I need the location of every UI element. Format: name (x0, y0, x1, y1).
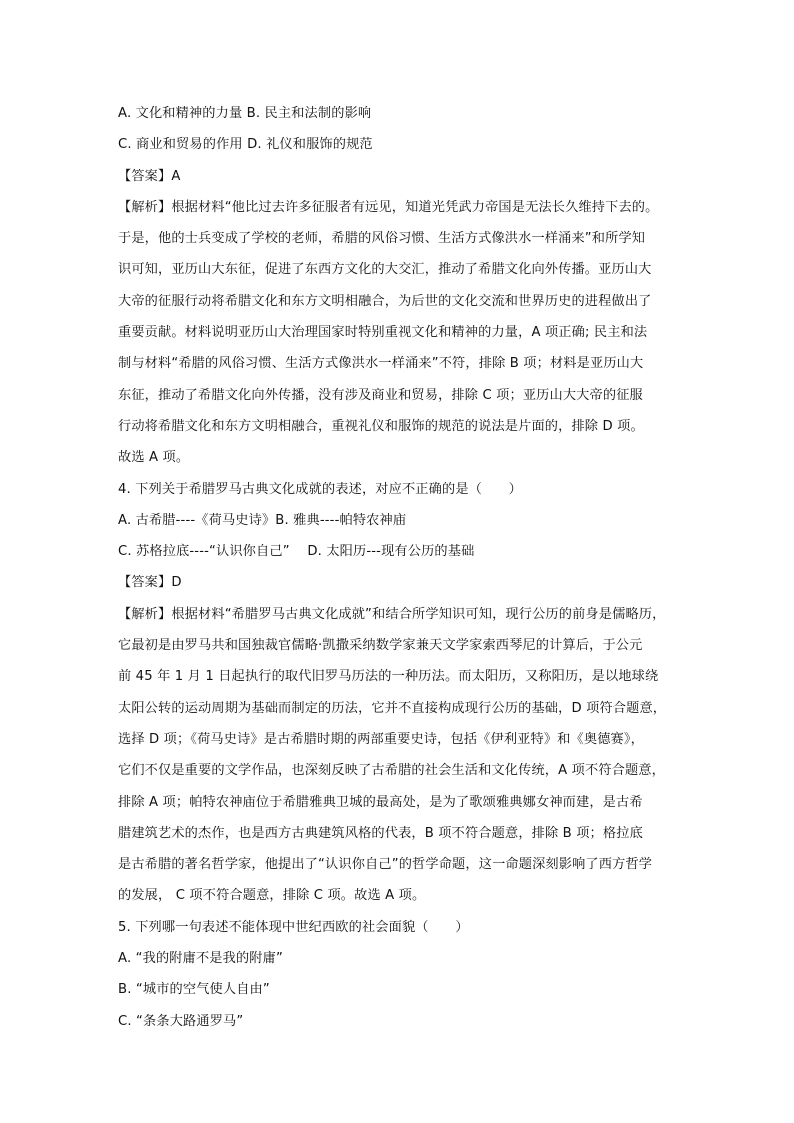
analysis-line: 大帝的征服行动将希腊文化和东方文明相融合，为后世的文化交流和世界历史的进程做出了 (118, 293, 652, 309)
analysis-line: 东征，推动了希腊文化向外传播，没有涉及商业和贸易，排除 C 项；亚历山大大帝的征服 (118, 387, 643, 403)
analysis-line: 重要贡献。材料说明亚历山大治理国家时特别重视文化和精神的力量，A 项正确; 民主和法 (118, 325, 648, 341)
option-line-q5-a: A. “我的附庸不是我的附庸” (118, 951, 283, 967)
analysis-line: 太阳公转的运动周期为基础而制定的历法，它并不直接构成现行公历的基础，D 项符合题意， (118, 700, 667, 716)
analysis-line: 是古希腊的著名哲学家，他提出了“认识你自己”的哲学命题，这一命题深刻影响了西方哲学 (118, 857, 653, 873)
analysis-line: 【解析】根据材料“他比过去许多征服者有远见，知道光凭武力帝国是无法长久维持下去的。 (118, 199, 659, 215)
document-page (118, 98, 682, 1037)
analysis-line: 行动将希腊文化和东方文明相融合，重视礼仪和服饰的规范的说法是片面的，排除 D 项。 (118, 418, 644, 434)
analysis-line: 识可知，亚历山大东征，促进了东西方文化的大交汇，推动了希腊文化向外传播。亚历山大 (118, 262, 652, 278)
analysis-line: 它们不仅是重要的文学作品，也深刻反映了古希腊的社会生活和文化传统，A 项不符合题意， (118, 763, 666, 779)
option-line-q5-c: C. “条条大路通罗马” (118, 1013, 244, 1029)
analysis-line: 于是，他的士兵变成了学校的老师，希腊的风俗习惯、生活方式像洪水一样涌来”和所学知 (118, 231, 646, 247)
analysis-line: 它最初是由罗马共和国独裁官儒略·凯撒采纳数学家兼天文学家索西琴尼的计算后，于公元 (118, 638, 643, 654)
answer-line-q4: 【答案】D (118, 575, 182, 591)
analysis-line: 的发展， C 项不符合题意，排除 C 项。故选 A 项。 (118, 888, 426, 904)
question-4-stem: 4. 下列关于希腊罗马古典文化成就的表述，对应不正确的是（ ） (118, 481, 523, 497)
option-line-q5-b: B. “城市的空气使人自由” (118, 982, 270, 998)
analysis-line: 腊建筑艺术的杰作，也是西方古典建筑风格的代表，B 项不符合题意，排除 B 项；格拉底 (118, 825, 643, 841)
analysis-line: 前 45 年 1 月 1 日起执行的取代旧罗马历法的一种历法。而太阳历，又称阳历，是以地球绕 (118, 669, 659, 685)
option-line-q3-ab: A. 文化和精神的力量 B. 民主和法制的影响 (118, 106, 372, 121)
answer-line-q3: 【答案】A (118, 168, 181, 184)
analysis-line: 排除 A 项；帕特农神庙位于希腊雅典卫城的最高处，是为了歌颂雅典娜女神而建，是古希 (118, 794, 643, 810)
analysis-line: 制与材料“希腊的风俗习惯、生活方式像洪水一样涌来”不符，排除 B 项；材料是亚历山大 (118, 356, 644, 372)
analysis-line: 选择 D 项；《荷马史诗》是古希腊时期的两部重要史诗，包括《伊利亚特》和《奥德赛》， (118, 731, 644, 747)
option-line-q4-ab: A. 古希腊----《荷马史诗》B. 雅典----帕特农神庙 (118, 512, 407, 528)
question-5-stem: 5. 下列哪一句表述不能体现中世纪西欧的社会面貌（ ） (118, 919, 469, 935)
option-line-q4-cd: C. 苏格拉底----“认识你自己” D. 太阳历---现有公历的基础 (118, 544, 475, 560)
option-line-q3-cd: C. 商业和贸易的作用 D. 礼仪和服饰的规范 (118, 137, 373, 153)
analysis-line: 故选 A 项。 (118, 450, 190, 466)
analysis-line: 【解析】根据材料“希腊罗马古典文化成就”和结合所学知识可知，现行公历的前身是儒略历， (118, 606, 666, 622)
